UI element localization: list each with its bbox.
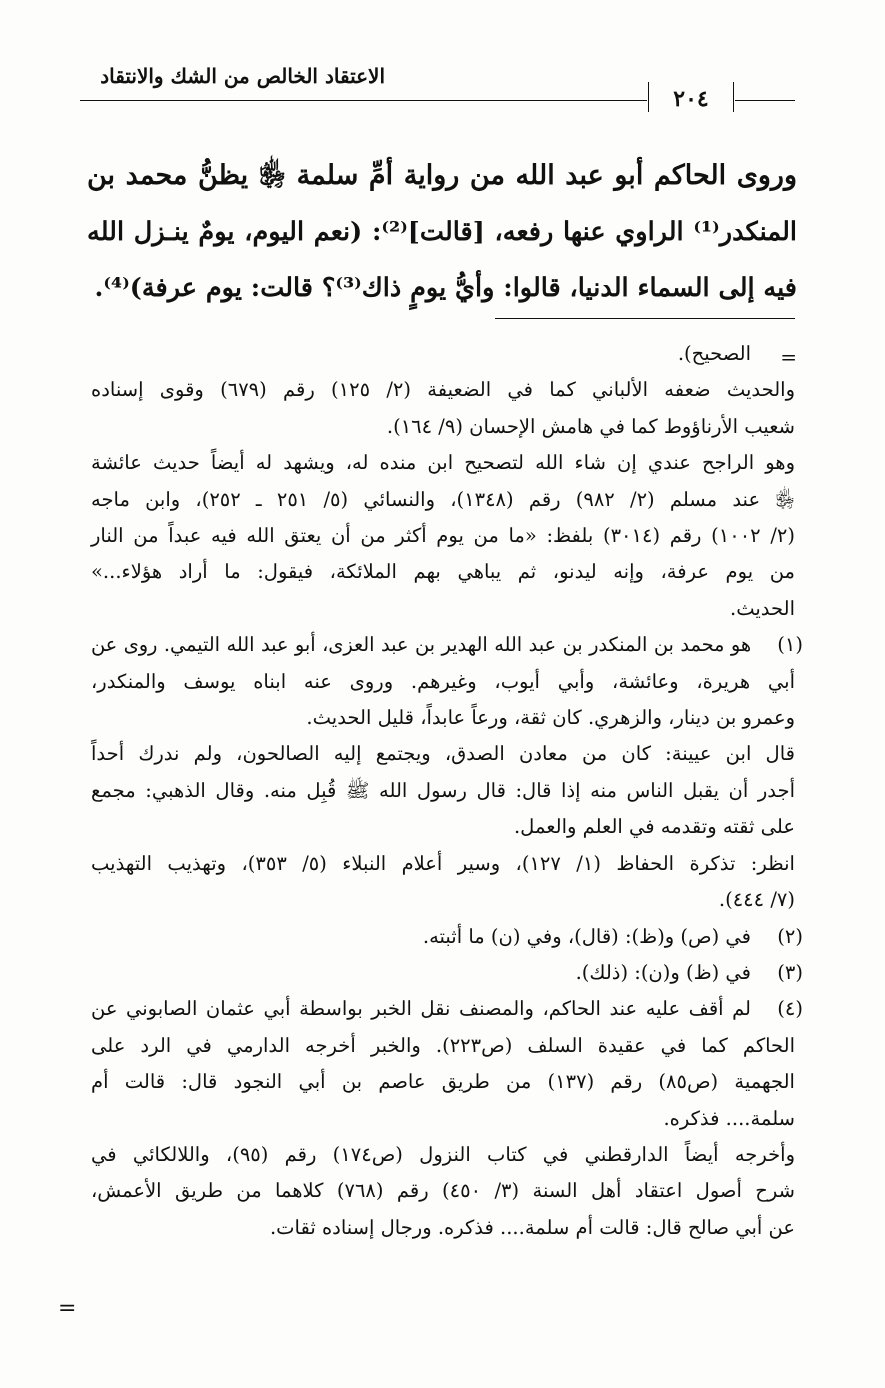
footnote-1-body	[91, 664, 795, 919]
footnote-marker: (٣)	[777, 960, 803, 984]
footnote-line: الحديث.	[730, 596, 795, 620]
footnote-line: (٧/ ٤٤٤).	[718, 888, 795, 912]
footnote-line: في (ظ) و(ن): (ذلك).	[575, 960, 751, 984]
footnote-line: في (ص) و(ظ): (قال)، وفي (ن) ما أثبته.	[422, 924, 751, 948]
footnote-line: (٢/ ١٠٠٢) رقم (٣٠١٤) بلفظ: «ما من يوم أكثر من أن يعتق الله فيه عبداً من النار	[91, 524, 795, 548]
footnote-line: عن أبي صالح قال: قالت أم سلمة.... فذكره. ورجال إسناده ثقات.	[269, 1215, 795, 1239]
header-rule	[80, 100, 647, 101]
page-number: ٢٠٤	[673, 86, 709, 112]
footnote-2	[91, 919, 803, 955]
footnote-line: أبي هريرة، وعائشة، وأبي أيوب، وغيرهم. وروى عنه ابناه يوسف والمنكدر،	[91, 669, 795, 693]
header-divider-left	[648, 82, 649, 112]
header-rule-right	[735, 100, 795, 101]
footnote-line: والحديث ضعفه الألباني كما في الضعيفة (٢/ ١٢٥) رقم (٦٧٩) وقوى إسناده	[91, 378, 795, 402]
footnote-carry-over-body	[91, 372, 795, 627]
footnote-line: وهو الراجح عندي إن شاء الله لتصحيح ابن منده له، ويشهد له أيضاً حديث عائشة	[91, 451, 795, 475]
footnote-line: وعمرو بن دينار، والزهري. كان ثقة، ورعاً عابداً، قليل الحديث.	[306, 706, 795, 730]
footnote-line: من يوم عرفة، وإنه ليدنو، ثم يباهي بهم الملائكة، فيقول: ما أراد هؤلاء...»	[91, 560, 795, 584]
footnote-1	[91, 627, 803, 663]
footnote-line: لم أقف عليه عند الحاكم، والمصنف نقل الخبر بواسطة أبي عثمان الصابوني عن	[91, 997, 751, 1021]
footnote-line: شعيب الأرناؤوط كما في هامش الإحسان (٩/ ١٦٤).	[386, 414, 795, 438]
footnote-3	[91, 955, 803, 991]
footnote-line: وأخرجه أيضاً الدارقطني في كتاب النزول (ص١٧٤) رقم (٩٥)، واللالكائي في	[91, 1142, 795, 1166]
footnote-line: شرح أصول اعتقاد أهل السنة (٣/ ٤٥٠) رقم (٧٦٨) كلاهما من طريق الأعمش،	[91, 1179, 795, 1203]
footnote-line: على ثقته وتقدمه في العلم والعمل.	[513, 815, 795, 839]
footnote-line: ﵂ عند مسلم (٢/ ٩٨٢) رقم (١٣٤٨)، والنسائي (٥/ ٢٥١ ـ ٢٥٢)، وابن ماجه	[91, 487, 795, 511]
continuation-mark-bottom: =	[58, 1296, 77, 1321]
footnote-marker: (١)	[777, 633, 803, 657]
main-line: المنكدر⁽¹⁾ الراوي عنها رفعه، [قالت]⁽²⁾: (نعم اليوم، يومٌ ينـزل الله	[87, 217, 797, 247]
footnote-separator	[495, 318, 795, 319]
main-line: وروى الحاكم أبو عبد الله من رواية أمِّ سلمة ﵂ يظنُّ محمد بن	[87, 160, 797, 191]
footnote-line: قال ابن عيينة: كان من معادن الصدق، ويجتمع إليه الصالحون، ولم ندرك أحداً	[91, 742, 795, 766]
footnote-line: الجهمية (ص٨٥) رقم (١٣٧) من طريق عاصم بن أبي النجود قال: قالت أم	[91, 1070, 795, 1094]
main-line: فيه إلى السماء الدنيا، قالوا: وأيُّ يومٍ ذاك⁽³⁾؟ قالت: يوم عرفة)⁽⁴⁾.	[94, 273, 797, 303]
book-title: الاعتقاد الخالص من الشك والانتقاد	[100, 64, 385, 88]
header-divider-right	[733, 82, 734, 112]
continuation-mark: =	[780, 345, 797, 369]
footnote-line: الحاكم كما في عقيدة السلف (ص٢٢٣). والخبر أخرجه الدارمي في الرد على	[91, 1033, 796, 1057]
footnote-4-body	[91, 1028, 795, 1246]
footnote-line: انظر: تذكرة الحفاظ (١/ ١٢٧)، وسير أعلام النبلاء (٥/ ٣٥٣)، وتهذيب التهذيب	[91, 851, 795, 875]
footnote-line: الصحيح).	[677, 342, 751, 365]
footnote-4	[91, 991, 803, 1027]
footnote-marker: (٤)	[777, 997, 803, 1021]
footnotes	[91, 336, 803, 1246]
footnote-carry-over	[91, 336, 795, 372]
footnote-marker: (٢)	[777, 924, 803, 948]
footnote-line: هو محمد بن المنكدر بن عبد الله الهدير بن عبد العزى، أبو عبد الله التيمي. روى عن	[91, 633, 751, 657]
main-text	[87, 148, 797, 316]
running-header	[0, 0, 885, 130]
footnote-line: أجدر أن يقبل الناس منه إذا قال: قال رسول الله ﷺ قُبِل منه. وقال الذهبي: مجمع	[91, 778, 795, 802]
footnote-line: سلمة.... فذكره.	[663, 1106, 795, 1130]
